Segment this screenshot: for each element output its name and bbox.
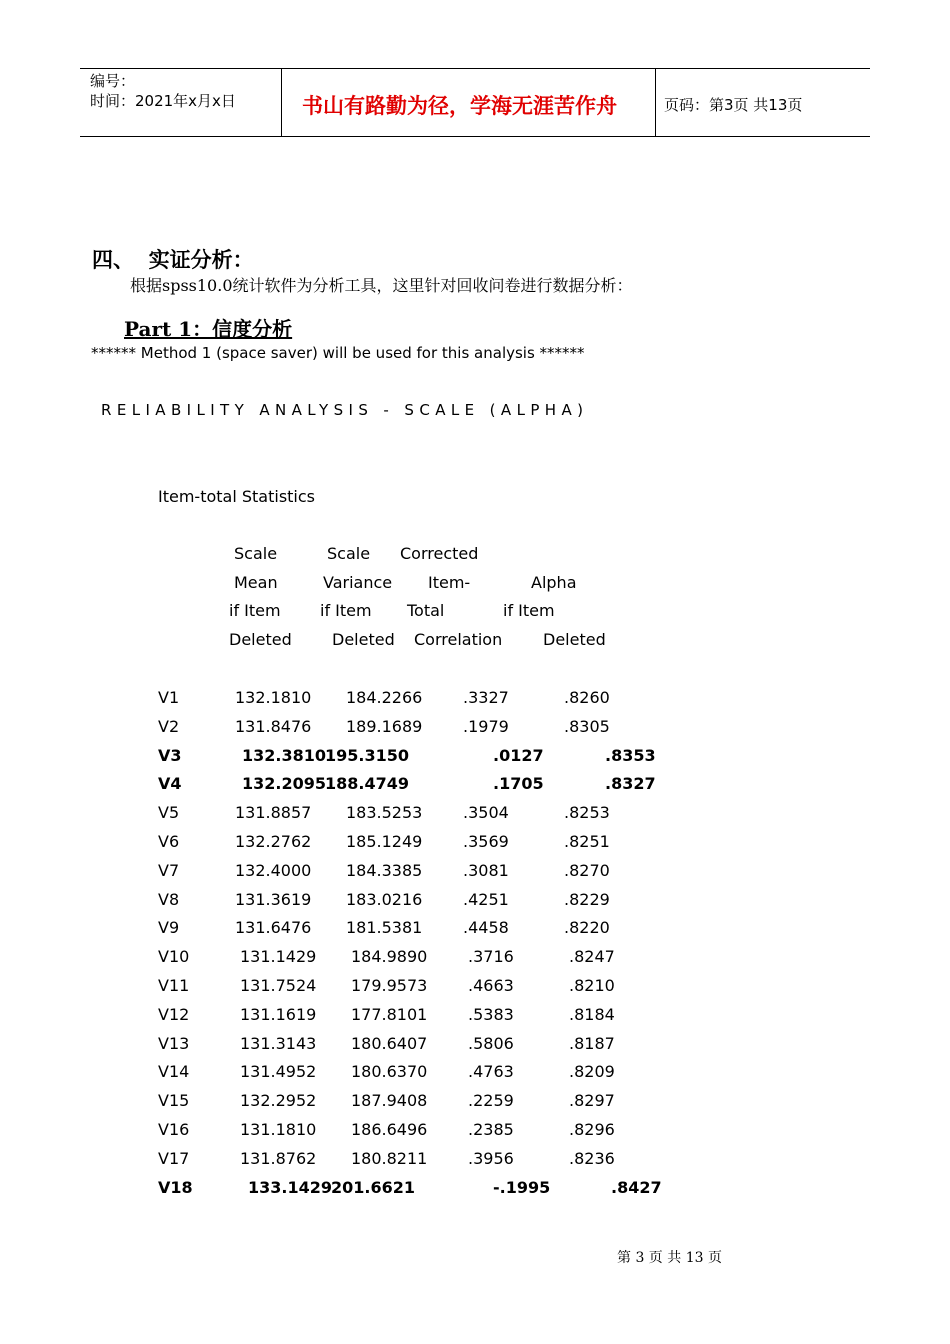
row-alpha: .8305 [564, 716, 610, 736]
row-label: V3 [158, 745, 182, 765]
row-label: V18 [158, 1177, 193, 1197]
header-variance-line3: if Item [320, 601, 372, 620]
table-row [0, 947, 950, 976]
row-correlation: .3081 [463, 860, 509, 880]
header-mean-line2: Mean [234, 573, 278, 592]
row-variance: 186.6496 [351, 1120, 428, 1139]
row-alpha: .8296 [569, 1120, 615, 1139]
table-row [0, 976, 950, 1005]
table-row [0, 861, 950, 890]
table-header-row [0, 544, 950, 573]
row-label: V12 [158, 1004, 190, 1024]
row-correlation: .0127 [493, 745, 544, 765]
row-mean: 131.6476 [235, 918, 312, 938]
table-row [0, 774, 950, 803]
header-variance-line1: Scale [327, 544, 371, 563]
row-correlation: .1705 [493, 774, 544, 794]
row-variance: 201.6621 [331, 1177, 416, 1197]
row-correlation: .2385 [468, 1120, 514, 1139]
row-correlation: .3569 [463, 832, 509, 851]
header-alpha-line3: if Item [503, 601, 555, 620]
row-mean: 131.7524 [240, 976, 317, 995]
row-alpha: .8209 [569, 1062, 615, 1082]
row-mean: 131.1429 [240, 947, 317, 967]
row-alpha: .8251 [564, 832, 610, 851]
table-row [0, 918, 950, 947]
row-mean: 132.1810 [235, 688, 312, 707]
table-row [0, 803, 950, 832]
row-mean: 133.1429 [248, 1177, 333, 1197]
header-mean-line4: Deleted [229, 630, 292, 649]
row-correlation: .4663 [468, 976, 514, 995]
row-correlation: .2259 [468, 1091, 514, 1111]
row-mean: 131.1810 [240, 1120, 317, 1139]
row-mean: 131.8762 [240, 1148, 317, 1168]
table-row [0, 1120, 950, 1149]
row-alpha: .8187 [569, 1033, 615, 1053]
row-label: V6 [158, 832, 180, 851]
reliability-title: RELIABILITY ANALYSIS - SCALE (ALPHA) [101, 401, 589, 419]
row-label: V17 [158, 1148, 190, 1168]
row-label: V2 [158, 716, 180, 736]
table-header-row [0, 601, 950, 630]
header-time-label: 时间：2021年x月x日 [90, 92, 236, 110]
row-variance: 179.9573 [351, 976, 428, 995]
header-corr-line2: Item- [428, 573, 471, 592]
row-mean: 132.3810 [242, 745, 327, 765]
header-variance-line2: Variance [323, 573, 393, 592]
row-alpha: .8270 [564, 860, 610, 880]
header-alpha-line4: Deleted [543, 630, 606, 649]
header-variance-line4: Deleted [332, 630, 395, 649]
header-alpha-line2: Alpha [531, 573, 577, 592]
row-variance: 184.9890 [351, 947, 428, 967]
table-header-row [0, 630, 950, 659]
table-row [0, 1034, 950, 1063]
table-row [0, 717, 950, 746]
page-footer: 第 3 页 共 13 页 [617, 1250, 722, 1266]
header-corr-line4: Correlation [414, 630, 503, 649]
header-page-label: 页码：第3页 共13页 [664, 96, 803, 114]
row-label: V10 [158, 947, 190, 967]
row-mean: 132.2952 [240, 1091, 317, 1111]
row-label: V1 [158, 688, 180, 707]
row-mean: 131.4952 [240, 1062, 317, 1082]
row-correlation: .4458 [463, 918, 509, 938]
row-mean: 131.3619 [235, 889, 312, 909]
row-alpha: .8253 [564, 803, 610, 823]
row-variance: 189.1689 [346, 716, 423, 736]
row-alpha: .8184 [569, 1004, 615, 1024]
row-correlation: .3504 [463, 803, 509, 823]
row-label: V8 [158, 889, 180, 909]
row-variance: 180.8211 [351, 1148, 428, 1168]
table-row [0, 688, 950, 717]
row-alpha: .8260 [564, 688, 610, 707]
row-mean: 131.8476 [235, 716, 312, 736]
header-divider-left [281, 68, 282, 136]
row-correlation: .3327 [463, 688, 509, 707]
row-label: V5 [158, 803, 180, 823]
row-correlation: .4763 [468, 1062, 514, 1082]
row-correlation: .1979 [463, 716, 509, 736]
header-motto: 书山有路勤为径，学海无涯苦作舟 [302, 94, 617, 118]
row-mean: 131.1619 [240, 1004, 317, 1024]
row-alpha: .8236 [569, 1148, 615, 1168]
row-variance: 180.6370 [351, 1062, 428, 1082]
header-bottom-rule [80, 136, 870, 137]
header-number-label: 编号： [90, 72, 136, 90]
row-correlation: .5383 [468, 1004, 514, 1024]
row-correlation: .3956 [468, 1148, 514, 1168]
table-row [0, 890, 950, 919]
row-alpha: .8427 [611, 1177, 662, 1197]
row-variance: 184.3385 [346, 860, 423, 880]
row-variance: 181.5381 [346, 918, 423, 938]
table-header-row [0, 573, 950, 602]
row-variance: 180.6407 [351, 1033, 428, 1053]
row-mean: 132.2762 [235, 832, 312, 851]
row-variance: 183.0216 [346, 889, 423, 909]
row-alpha: .8220 [564, 918, 610, 938]
table-title: Item-total Statistics [158, 487, 316, 506]
header-mean-line3: if Item [229, 601, 281, 620]
table-row [0, 1005, 950, 1034]
row-mean: 132.4000 [235, 860, 312, 880]
table-row [0, 1149, 950, 1178]
method-line: ****** Method 1 (space saver) will be used for this analysis ****** [91, 344, 585, 362]
row-variance: 184.2266 [346, 688, 423, 707]
row-alpha: .8297 [569, 1091, 615, 1111]
row-variance: 177.8101 [351, 1004, 428, 1024]
row-mean: 131.3143 [240, 1033, 317, 1053]
row-alpha: .8210 [569, 976, 615, 995]
row-variance: 195.3150 [325, 745, 410, 765]
row-label: V16 [158, 1120, 190, 1139]
row-label: V14 [158, 1062, 190, 1082]
row-correlation: .3716 [468, 947, 514, 967]
header-corr-line3: Total [407, 601, 445, 620]
row-mean: 131.8857 [235, 803, 312, 823]
row-label: V4 [158, 774, 182, 794]
table-row [0, 1091, 950, 1120]
row-correlation: .5806 [468, 1033, 514, 1053]
row-label: V13 [158, 1033, 190, 1053]
row-correlation: .4251 [463, 889, 509, 909]
row-label: V15 [158, 1091, 190, 1111]
table-row [0, 832, 950, 861]
header-divider-right [655, 68, 656, 136]
table-row [0, 1062, 950, 1091]
row-mean: 132.2095 [242, 774, 327, 794]
header-corr-line1: Corrected [400, 544, 479, 563]
header-top-rule [80, 68, 870, 69]
section-intro: 根据spss10.0统计软件为分析工具，这里针对回收问卷进行数据分析： [130, 276, 633, 295]
row-variance: 185.1249 [346, 832, 423, 851]
header-mean-line1: Scale [234, 544, 278, 563]
row-label: V7 [158, 860, 180, 880]
row-alpha: .8353 [605, 745, 656, 765]
part-title: Part 1：信度分析 [124, 317, 293, 341]
row-variance: 187.9408 [351, 1091, 428, 1111]
row-label: V11 [158, 976, 190, 995]
row-variance: 183.5253 [346, 803, 423, 823]
section-heading: 四、 实证分析： [92, 247, 254, 272]
row-alpha: .8247 [569, 947, 615, 967]
row-alpha: .8229 [564, 889, 610, 909]
row-correlation: -.1995 [493, 1177, 551, 1197]
table-row [0, 1178, 950, 1207]
row-alpha: .8327 [605, 774, 656, 794]
table-row [0, 746, 950, 775]
row-variance: 188.4749 [325, 774, 410, 794]
row-label: V9 [158, 918, 180, 938]
